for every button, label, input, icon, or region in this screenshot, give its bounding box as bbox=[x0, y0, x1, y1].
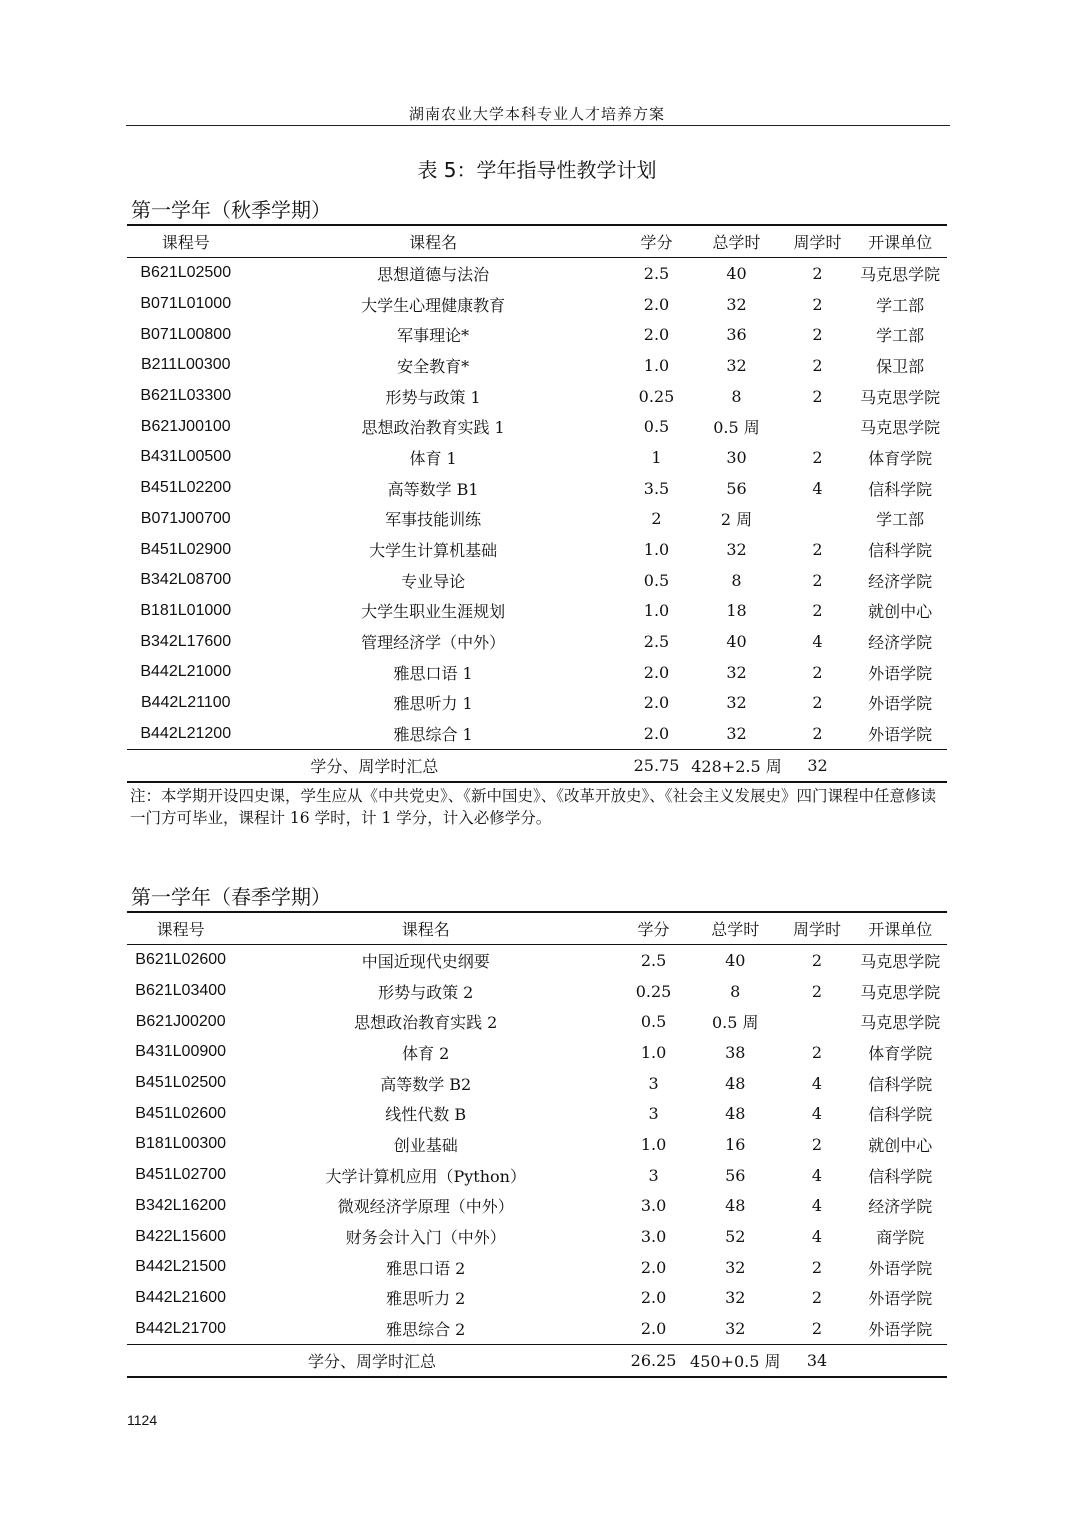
table-row bbox=[127, 1252, 947, 1283]
course-credits: 2.0 bbox=[640, 1319, 667, 1339]
table-header-row bbox=[127, 912, 947, 945]
course-total-hours: 48 bbox=[725, 1196, 746, 1216]
table-row bbox=[127, 1098, 947, 1129]
course-code: B451L02200 bbox=[140, 479, 232, 497]
course-credits: 3.0 bbox=[640, 1227, 667, 1247]
course-code: B442L21700 bbox=[135, 1319, 227, 1337]
course-name: 雅思综合 1 bbox=[393, 725, 473, 745]
course-credits: 2 bbox=[651, 509, 662, 529]
course-name: 大学生心理健康教育 bbox=[361, 295, 506, 315]
course-unit: 经济学院 bbox=[868, 571, 933, 591]
course-total-hours: 32 bbox=[725, 1288, 746, 1308]
course-code: B442L21600 bbox=[135, 1288, 227, 1306]
course-unit: 经济学院 bbox=[868, 1197, 933, 1217]
course-credits: 3 bbox=[648, 1104, 659, 1124]
table-row bbox=[127, 1160, 947, 1191]
course-unit: 保卫部 bbox=[876, 356, 925, 376]
course-weekly-hours bbox=[781, 1006, 854, 1037]
course-total-hours: 40 bbox=[725, 950, 746, 970]
course-total-hours: 0.5 周 bbox=[711, 1013, 759, 1033]
course-code: B431L00900 bbox=[135, 1043, 227, 1061]
autumn-plan-table bbox=[127, 224, 947, 783]
column-header-unit: 开课单位 bbox=[868, 920, 933, 939]
course-unit: 信科学院 bbox=[868, 479, 933, 499]
course-name: 思想道德与法治 bbox=[377, 264, 490, 284]
course-unit: 信科学院 bbox=[868, 541, 933, 561]
course-unit: 马克思学院 bbox=[860, 418, 941, 438]
course-code: B621L02500 bbox=[140, 264, 232, 282]
course-name: 大学计算机应用（Python） bbox=[325, 1166, 526, 1186]
course-total-hours: 48 bbox=[725, 1104, 746, 1124]
course-weekly-hours: 4 bbox=[812, 478, 823, 498]
course-unit: 体育学院 bbox=[868, 448, 933, 468]
summary-row bbox=[127, 750, 947, 782]
autumn-section-title: 第一学年（秋季学期） bbox=[131, 198, 331, 222]
table-row bbox=[127, 504, 947, 535]
course-weekly-hours bbox=[782, 411, 854, 442]
course-weekly-hours: 2 bbox=[812, 662, 823, 682]
course-code: B342L16200 bbox=[135, 1196, 227, 1214]
document-title: 表 5：学年指导性教学计划 bbox=[417, 158, 657, 182]
course-unit: 信科学院 bbox=[868, 1166, 933, 1186]
course-name: 体育 2 bbox=[402, 1043, 450, 1063]
column-header-credits: 学分 bbox=[640, 233, 673, 252]
table-row bbox=[127, 1129, 947, 1160]
table-row bbox=[127, 945, 947, 976]
course-credits: 2.5 bbox=[643, 263, 670, 283]
course-unit: 学工部 bbox=[876, 510, 925, 530]
course-total-hours: 32 bbox=[726, 355, 747, 375]
summary-credits: 26.25 bbox=[630, 1350, 677, 1370]
table-header-row bbox=[127, 225, 947, 258]
course-credits: 3.0 bbox=[640, 1196, 667, 1216]
course-total-hours: 32 bbox=[726, 294, 747, 314]
course-unit: 商学院 bbox=[876, 1228, 925, 1248]
course-name: 思想政治教育实践 2 bbox=[354, 1013, 498, 1033]
course-name: 微观经济学原理（中外） bbox=[337, 1197, 514, 1217]
column-header-code: 课程号 bbox=[156, 920, 205, 939]
course-name: 形势与政策 2 bbox=[378, 982, 474, 1002]
course-total-hours: 2 周 bbox=[720, 510, 753, 530]
page-number: 1124 bbox=[127, 1412, 158, 1428]
column-header-name: 课程名 bbox=[409, 233, 458, 252]
spring-plan-table bbox=[127, 911, 947, 1378]
course-code: B451L02600 bbox=[135, 1104, 227, 1122]
course-unit: 学工部 bbox=[876, 326, 925, 346]
column-header-weekly-hours: 周学时 bbox=[792, 920, 841, 939]
course-weekly-hours: 2 bbox=[812, 540, 823, 560]
course-code: B442L21000 bbox=[140, 663, 232, 681]
table-row bbox=[127, 626, 947, 657]
course-unit: 信科学院 bbox=[868, 1105, 933, 1125]
course-unit: 马克思学院 bbox=[860, 1013, 941, 1033]
course-code: B071J00700 bbox=[140, 509, 231, 527]
course-total-hours: 38 bbox=[725, 1042, 746, 1062]
course-total-hours: 56 bbox=[725, 1165, 746, 1185]
course-code: B621L02600 bbox=[135, 951, 227, 969]
course-code: B071L01000 bbox=[140, 295, 232, 313]
course-weekly-hours: 2 bbox=[812, 294, 823, 314]
course-credits: 1.0 bbox=[643, 601, 670, 621]
course-name: 高等数学 B1 bbox=[387, 479, 479, 499]
course-credits: 0.25 bbox=[638, 386, 675, 406]
course-name: 管理经济学（中外） bbox=[361, 633, 506, 653]
course-weekly-hours: 2 bbox=[811, 1288, 823, 1308]
course-name: 中国近现代史纲要 bbox=[361, 951, 490, 971]
course-credits: 2.5 bbox=[640, 950, 667, 970]
table-row bbox=[127, 1006, 947, 1037]
course-name: 专业导论 bbox=[401, 571, 466, 591]
autumn-note: 注：本学期开设四史课，学生应从《中共党史》、《新中国史》、《改革开放史》、《社会主义发展史》四门课程中任意修读一门方可毕业，课程计 16 学时，计 1 学分，计入必修学分。 bbox=[130, 787, 937, 827]
course-total-hours: 48 bbox=[725, 1073, 746, 1093]
course-credits: 2.0 bbox=[643, 294, 670, 314]
course-unit: 外语学院 bbox=[868, 663, 933, 683]
summary-unit bbox=[854, 1344, 948, 1376]
course-credits: 3 bbox=[648, 1073, 659, 1093]
column-header-total-hours: 总学时 bbox=[711, 920, 760, 939]
spring-section-title: 第一学年（春季学期） bbox=[131, 885, 331, 909]
course-unit: 马克思学院 bbox=[860, 264, 941, 284]
summary-unit bbox=[853, 750, 947, 782]
summary-total-hours: 450+0.5 周 bbox=[690, 1351, 781, 1371]
course-code: B442L21200 bbox=[140, 724, 232, 742]
summary-credits: 25.75 bbox=[633, 755, 680, 775]
course-name: 雅思综合 2 bbox=[386, 1320, 466, 1340]
course-code: B621L03300 bbox=[140, 387, 232, 405]
course-weekly-hours: 2 bbox=[811, 1134, 823, 1154]
column-header-credits: 学分 bbox=[637, 920, 670, 939]
course-weekly-hours: 4 bbox=[811, 1196, 823, 1216]
course-unit: 外语学院 bbox=[868, 1320, 933, 1340]
table-row bbox=[127, 1068, 947, 1099]
course-credits: 1.0 bbox=[643, 355, 670, 375]
course-name: 创业基础 bbox=[393, 1135, 458, 1155]
course-total-hours: 32 bbox=[726, 540, 747, 560]
course-weekly-hours: 2 bbox=[812, 386, 823, 406]
course-weekly-hours: 4 bbox=[812, 632, 823, 652]
course-unit: 外语学院 bbox=[868, 1258, 933, 1278]
course-unit: 外语学院 bbox=[868, 1289, 933, 1309]
course-weekly-hours: 4 bbox=[811, 1073, 823, 1093]
running-header: 湖南农业大学本科专业人才培养方案 bbox=[408, 105, 665, 123]
course-name: 大学生计算机基础 bbox=[369, 541, 498, 561]
course-name: 军事技能训练 bbox=[385, 510, 482, 530]
course-total-hours: 32 bbox=[726, 724, 747, 744]
column-header-total-hours: 总学时 bbox=[712, 233, 761, 252]
course-code: B451L02700 bbox=[135, 1166, 227, 1184]
course-name: 高等数学 B2 bbox=[380, 1074, 472, 1094]
table-row bbox=[127, 258, 947, 289]
course-code: B342L17600 bbox=[140, 632, 232, 650]
course-name: 线性代数 B bbox=[385, 1105, 467, 1125]
table-row bbox=[127, 1313, 947, 1344]
course-code: B442L21500 bbox=[135, 1258, 227, 1276]
course-total-hours: 8 bbox=[730, 981, 741, 1001]
course-unit: 信科学院 bbox=[868, 1074, 933, 1094]
spring-table-body bbox=[127, 945, 947, 1345]
column-header-code: 课程号 bbox=[161, 233, 210, 252]
course-total-hours: 56 bbox=[726, 478, 747, 498]
course-credits: 2.5 bbox=[643, 632, 670, 652]
course-unit: 马克思学院 bbox=[860, 982, 941, 1002]
course-credits: 2.0 bbox=[640, 1288, 667, 1308]
course-unit: 马克思学院 bbox=[860, 387, 941, 407]
course-name: 军事理论* bbox=[397, 326, 470, 346]
course-code: B442L21100 bbox=[140, 693, 231, 711]
course-code: B621L03400 bbox=[135, 982, 227, 1000]
course-credits: 0.5 bbox=[640, 1012, 667, 1032]
course-total-hours: 32 bbox=[725, 1319, 746, 1339]
course-name: 雅思听力 1 bbox=[393, 694, 473, 714]
course-total-hours: 8 bbox=[731, 386, 742, 406]
table-row bbox=[127, 596, 947, 627]
course-code: B071L00800 bbox=[140, 325, 232, 343]
table-row bbox=[127, 534, 947, 565]
table-row bbox=[127, 442, 947, 473]
course-credits: 3 bbox=[648, 1165, 659, 1185]
table-row bbox=[127, 381, 947, 412]
course-weekly-hours: 2 bbox=[812, 693, 823, 713]
course-total-hours: 30 bbox=[726, 447, 747, 467]
course-weekly-hours: 2 bbox=[812, 601, 823, 621]
course-unit: 学工部 bbox=[876, 295, 925, 315]
course-credits: 2.0 bbox=[640, 1257, 667, 1277]
course-credits: 2.0 bbox=[643, 662, 670, 682]
course-name: 雅思口语 2 bbox=[386, 1258, 466, 1278]
summary-row bbox=[127, 1344, 947, 1376]
course-code: B422L15600 bbox=[135, 1227, 227, 1245]
column-header-weekly-hours: 周学时 bbox=[793, 233, 842, 252]
course-total-hours: 32 bbox=[726, 662, 747, 682]
course-name: 形势与政策 1 bbox=[385, 387, 481, 407]
course-weekly-hours: 2 bbox=[811, 981, 823, 1001]
table-row bbox=[127, 976, 947, 1007]
course-unit: 外语学院 bbox=[868, 725, 933, 745]
course-credits: 2.0 bbox=[643, 724, 670, 744]
course-code: B451L02900 bbox=[140, 540, 232, 558]
table-row bbox=[127, 565, 947, 596]
summary-label: 学分、周学时汇总 bbox=[310, 756, 439, 776]
course-credits: 1.0 bbox=[643, 540, 670, 560]
table-row bbox=[127, 1037, 947, 1068]
table-row bbox=[127, 718, 947, 749]
course-weekly-hours: 2 bbox=[812, 447, 823, 467]
course-code: B621J00100 bbox=[140, 417, 231, 435]
table-row bbox=[127, 1191, 947, 1222]
course-total-hours: 16 bbox=[725, 1134, 746, 1154]
course-unit: 就创中心 bbox=[868, 1135, 933, 1155]
table-row bbox=[127, 411, 947, 442]
table-row bbox=[127, 657, 947, 688]
course-total-hours: 40 bbox=[726, 263, 747, 283]
table-row bbox=[127, 688, 947, 719]
course-weekly-hours: 2 bbox=[812, 570, 823, 590]
header-rule bbox=[126, 125, 950, 126]
course-unit: 经济学院 bbox=[868, 633, 933, 653]
autumn-table-body bbox=[127, 258, 947, 750]
course-total-hours: 52 bbox=[725, 1227, 746, 1247]
course-name: 思想政治教育实践 1 bbox=[361, 418, 505, 438]
course-weekly-hours bbox=[782, 504, 854, 535]
course-weekly-hours: 2 bbox=[811, 1257, 823, 1277]
course-unit: 体育学院 bbox=[868, 1043, 933, 1063]
course-total-hours: 32 bbox=[726, 693, 747, 713]
course-weekly-hours: 2 bbox=[811, 950, 823, 970]
course-total-hours: 40 bbox=[726, 632, 747, 652]
course-code: B621J00200 bbox=[135, 1012, 226, 1030]
course-name: 雅思听力 2 bbox=[386, 1289, 466, 1309]
course-name: 雅思口语 1 bbox=[393, 663, 473, 683]
summary-weekly-hours: 34 bbox=[806, 1350, 828, 1370]
course-weekly-hours: 2 bbox=[812, 724, 823, 744]
course-credits: 1.0 bbox=[640, 1134, 667, 1154]
course-total-hours: 36 bbox=[726, 325, 747, 345]
course-weekly-hours: 4 bbox=[811, 1165, 823, 1185]
course-weekly-hours: 2 bbox=[812, 325, 823, 345]
course-total-hours: 0.5 周 bbox=[713, 418, 760, 438]
column-header-unit: 开课单位 bbox=[868, 233, 933, 252]
table-row bbox=[127, 289, 947, 320]
table-row bbox=[127, 319, 947, 350]
course-code: B181L00300 bbox=[135, 1135, 227, 1153]
course-weekly-hours: 2 bbox=[812, 263, 823, 283]
course-credits: 2.0 bbox=[643, 325, 670, 345]
course-name: 体育 1 bbox=[409, 448, 457, 468]
course-unit: 外语学院 bbox=[868, 694, 933, 714]
course-credits: 0.5 bbox=[643, 570, 670, 590]
table-row bbox=[127, 473, 947, 504]
course-credits: 1.0 bbox=[640, 1042, 667, 1062]
summary-label: 学分、周学时汇总 bbox=[308, 1351, 437, 1371]
course-credits: 0.5 bbox=[643, 417, 670, 437]
course-unit: 就创中心 bbox=[868, 602, 933, 622]
course-code: B181L01000 bbox=[140, 601, 232, 619]
course-credits: 0.25 bbox=[635, 981, 672, 1001]
course-unit: 马克思学院 bbox=[860, 951, 941, 971]
table-row bbox=[127, 350, 947, 381]
table-row bbox=[127, 1221, 947, 1252]
summary-weekly-hours: 32 bbox=[807, 755, 828, 775]
course-total-hours: 18 bbox=[726, 601, 747, 621]
course-weekly-hours: 2 bbox=[811, 1042, 823, 1062]
course-weekly-hours: 2 bbox=[812, 355, 823, 375]
table-row bbox=[127, 1283, 947, 1314]
course-credits: 3.5 bbox=[643, 478, 670, 498]
summary-total-hours: 428+2.5 周 bbox=[691, 756, 782, 776]
course-code: B342L08700 bbox=[140, 571, 232, 589]
course-name: 财务会计入门（中外） bbox=[345, 1228, 506, 1248]
course-code: B451L02500 bbox=[135, 1074, 227, 1092]
course-code: B431L00500 bbox=[140, 448, 232, 466]
course-weekly-hours: 4 bbox=[811, 1104, 823, 1124]
course-total-hours: 8 bbox=[731, 570, 742, 590]
column-header-name: 课程名 bbox=[401, 920, 450, 939]
course-weekly-hours: 2 bbox=[811, 1319, 823, 1339]
course-code: B211L00300 bbox=[140, 356, 231, 374]
course-credits: 2.0 bbox=[643, 693, 670, 713]
course-name: 安全教育* bbox=[397, 356, 470, 376]
course-total-hours: 32 bbox=[725, 1257, 746, 1277]
course-credits: 1 bbox=[651, 447, 662, 467]
course-name: 大学生职业生涯规划 bbox=[361, 602, 506, 622]
course-weekly-hours: 4 bbox=[811, 1227, 823, 1247]
